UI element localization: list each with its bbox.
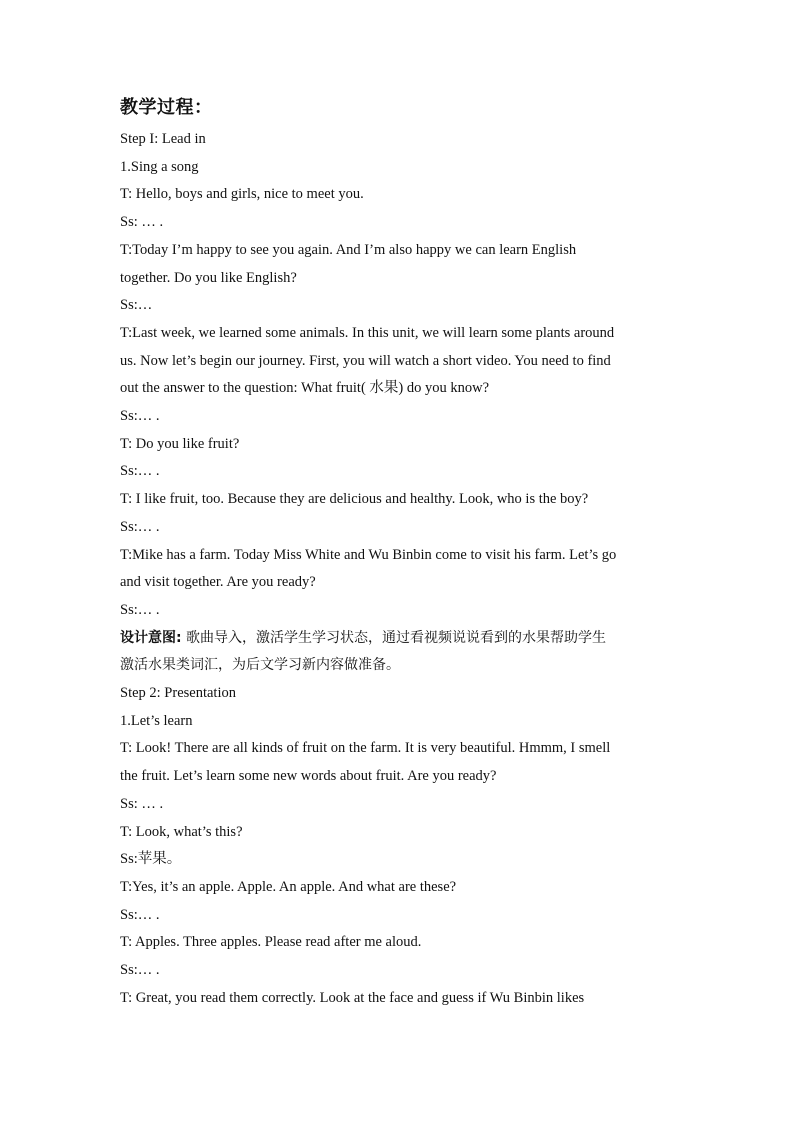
text-line: T: Apples. Three apples. Please read after me aloud. xyxy=(120,934,422,951)
text-line: T:Today I’m happy to see you again. And I’m also happy we can learn English xyxy=(120,241,577,258)
text-line: Step 2: Presentation xyxy=(120,685,236,702)
text-line: the fruit. Let’s learn some new words about fruit. Are you ready? xyxy=(120,768,497,785)
text-line: T: Look! There are all kinds of fruit on the farm. It is very beautiful. Hmmm, I smell xyxy=(120,740,611,757)
text-line: Ss: … . xyxy=(120,795,164,812)
text-line: Ss:… . xyxy=(120,906,160,923)
design-intent-label: 设计意图: xyxy=(120,629,182,646)
design-intent-text: 歌曲导入，激活学生学习状态，通过看视频说说看到的水果帮助学生 xyxy=(181,629,607,646)
text-line: Ss:苹果。 xyxy=(120,851,182,868)
text-line: T:Mike has a farm. Today Miss White and Wu Binbin come to visit his farm. Let’s go xyxy=(120,546,617,563)
text-line: T: I like fruit, too. Because they are delicious and healthy. Look, who is the boy? xyxy=(120,491,589,508)
text-line: T:Yes, it’s an apple. Apple. An apple. And what are these? xyxy=(120,878,457,895)
text-line: Ss: … . xyxy=(120,214,164,231)
text-line: Ss:… . xyxy=(120,962,160,979)
text-line: together. Do you like English? xyxy=(120,269,297,286)
text-line: T:Last week, we learned some animals. In this unit, we will learn some plants around xyxy=(120,324,615,341)
text-line: T: Great, you read them correctly. Look at the face and guess if Wu Binbin likes xyxy=(120,989,585,1006)
document-body xyxy=(120,94,680,1013)
text-line: and visit together. Are you ready? xyxy=(120,574,316,591)
text-line: T: Look, what’s this? xyxy=(120,823,243,840)
text-line: Step I: Lead in xyxy=(120,131,206,147)
text-line: T: Hello, boys and girls, nice to meet you. xyxy=(120,186,364,203)
text-line: Ss:… . xyxy=(120,601,160,618)
text-line: 1.Let’s learn xyxy=(120,712,193,729)
text-line: Ss:… . xyxy=(120,463,160,480)
design-intent-line: 激活水果类词汇，为后文学习新内容做准备。 xyxy=(120,657,400,674)
section-heading: 教学过程： xyxy=(120,97,213,118)
text-line: Ss:… . xyxy=(120,518,160,535)
text-line: Ss:… . xyxy=(120,408,160,425)
text-line: us. Now let’s begin our journey. First, you will watch a short video. You need to find xyxy=(120,352,611,369)
text-line: T: Do you like fruit? xyxy=(120,435,240,452)
design-intent-line xyxy=(120,625,680,653)
text-line: out the answer to the question: What fruit( 水果) do you know? xyxy=(120,380,490,397)
text-line: 1.Sing a song xyxy=(120,158,199,175)
text-line: Ss:… xyxy=(120,297,153,314)
